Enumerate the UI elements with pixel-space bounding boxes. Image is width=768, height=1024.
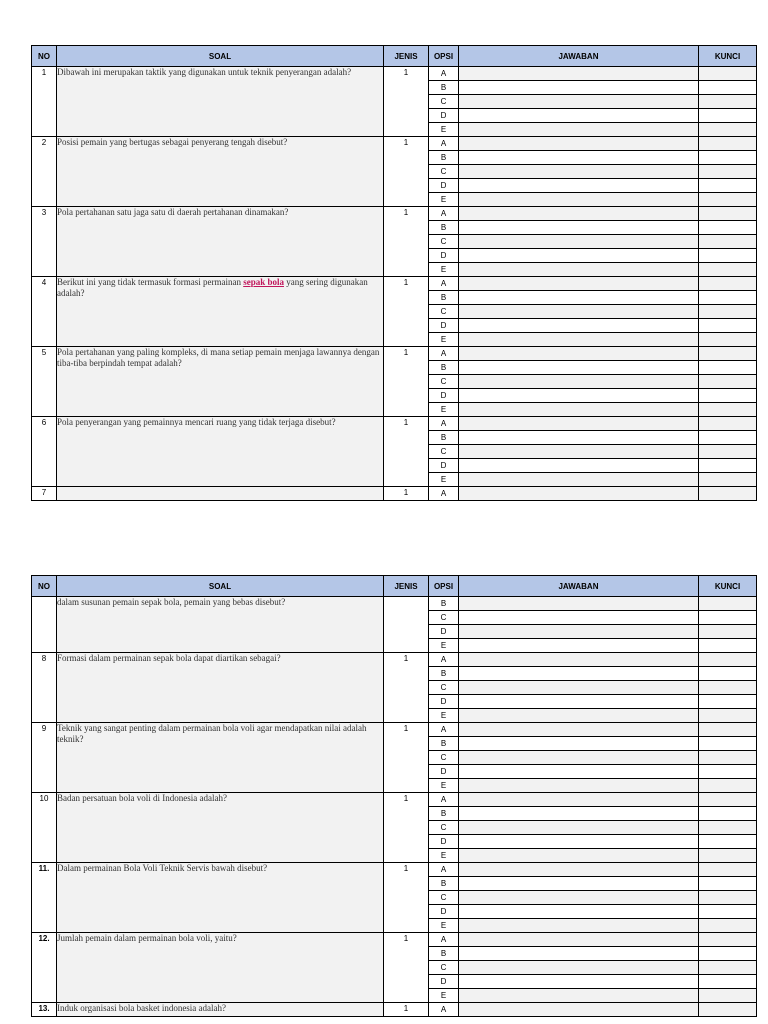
header-jenis: JENIS <box>384 46 429 67</box>
answer-cell[interactable] <box>459 445 699 459</box>
answer-cell[interactable] <box>459 361 699 375</box>
option-row <box>32 793 757 807</box>
answer-cell[interactable] <box>459 249 699 263</box>
question-text-part: Posisi pemain yang bertugas sebagai penyerang tengah disebut? <box>57 137 288 147</box>
key-cell[interactable] <box>699 361 757 375</box>
key-cell[interactable] <box>699 459 757 473</box>
key-cell[interactable] <box>699 277 757 291</box>
option-row <box>32 207 757 221</box>
option-letter: C <box>429 891 459 905</box>
option-letter: E <box>429 849 459 863</box>
table-header-row <box>32 576 757 597</box>
key-cell[interactable] <box>699 263 757 277</box>
question-text-part: Formasi dalam permainan sepak bola dapat diartikan sebagai? <box>57 653 281 663</box>
option-letter: E <box>429 779 459 793</box>
answer-cell[interactable] <box>459 681 699 695</box>
question-table-page-1 <box>31 45 741 501</box>
answer-cell[interactable] <box>459 95 699 109</box>
key-cell[interactable] <box>699 319 757 333</box>
question-rows <box>32 597 757 1017</box>
answer-cell[interactable] <box>459 1003 699 1017</box>
option-letter: D <box>429 695 459 709</box>
answer-cell[interactable] <box>459 417 699 431</box>
key-cell[interactable] <box>699 81 757 95</box>
question-number <box>32 597 57 653</box>
option-letter: D <box>429 459 459 473</box>
answer-cell[interactable] <box>459 165 699 179</box>
question-type: 1 <box>384 933 429 1003</box>
question-type: 1 <box>384 1003 429 1017</box>
answer-cell[interactable] <box>459 723 699 737</box>
question-type: 1 <box>384 863 429 933</box>
answer-cell[interactable] <box>459 221 699 235</box>
answer-cell[interactable] <box>459 333 699 347</box>
key-cell[interactable] <box>699 137 757 151</box>
answer-cell[interactable] <box>459 137 699 151</box>
option-letter: C <box>429 611 459 625</box>
option-letter: D <box>429 179 459 193</box>
answer-cell[interactable] <box>459 765 699 779</box>
header-no: NO <box>32 576 57 597</box>
option-row <box>32 1003 757 1017</box>
key-cell[interactable] <box>699 975 757 989</box>
answer-cell[interactable] <box>459 193 699 207</box>
question-number: 7 <box>32 487 57 501</box>
answer-cell[interactable] <box>459 319 699 333</box>
key-cell[interactable] <box>699 403 757 417</box>
option-letter: C <box>429 95 459 109</box>
option-letter: E <box>429 123 459 137</box>
answer-cell[interactable] <box>459 639 699 653</box>
key-cell[interactable] <box>699 95 757 109</box>
answer-cell[interactable] <box>459 305 699 319</box>
answer-cell[interactable] <box>459 989 699 1003</box>
answer-cell[interactable] <box>459 667 699 681</box>
question-text-part: yang sering digunakan adalah? <box>57 277 368 298</box>
answer-cell[interactable] <box>459 961 699 975</box>
question-text <box>57 277 384 347</box>
answer-cell[interactable] <box>459 933 699 947</box>
header-soal: SOAL <box>57 576 384 597</box>
key-cell[interactable] <box>699 625 757 639</box>
option-letter: E <box>429 639 459 653</box>
question-type: 1 <box>384 487 429 501</box>
key-cell[interactable] <box>699 235 757 249</box>
option-letter: D <box>429 835 459 849</box>
option-row <box>32 597 757 611</box>
answer-cell[interactable] <box>459 597 699 611</box>
key-cell[interactable] <box>699 611 757 625</box>
option-letter: E <box>429 403 459 417</box>
key-cell[interactable] <box>699 653 757 667</box>
key-cell[interactable] <box>699 667 757 681</box>
key-cell[interactable] <box>699 681 757 695</box>
key-cell[interactable] <box>699 891 757 905</box>
key-cell[interactable] <box>699 989 757 1003</box>
question-number: 3 <box>32 207 57 277</box>
question-text <box>57 487 384 501</box>
option-letter: C <box>429 165 459 179</box>
answer-cell[interactable] <box>459 263 699 277</box>
highlighted-text: sepak bola <box>243 277 284 287</box>
option-row <box>32 487 757 501</box>
key-cell[interactable] <box>699 919 757 933</box>
option-row <box>32 277 757 291</box>
answer-cell[interactable] <box>459 473 699 487</box>
answer-cell[interactable] <box>459 235 699 249</box>
answer-cell[interactable] <box>459 947 699 961</box>
question-text <box>57 723 384 793</box>
key-cell[interactable] <box>699 333 757 347</box>
option-row <box>32 347 757 361</box>
question-text-part: Teknik yang sangat penting dalam permainan bola voli agar mendapatkan nilai adalah teknik? <box>57 723 367 744</box>
question-text <box>57 137 384 207</box>
answer-cell[interactable] <box>459 835 699 849</box>
header-jenis: JENIS <box>384 576 429 597</box>
question-type: 1 <box>384 653 429 723</box>
question-text-part: Jumlah pemain dalam permainan bola voli, yaitu? <box>57 933 237 943</box>
option-row <box>32 417 757 431</box>
answer-cell[interactable] <box>459 625 699 639</box>
option-letter: C <box>429 681 459 695</box>
key-cell[interactable] <box>699 905 757 919</box>
option-letter: E <box>429 263 459 277</box>
question-number: 2 <box>32 137 57 207</box>
key-cell[interactable] <box>699 793 757 807</box>
option-letter: A <box>429 793 459 807</box>
option-letter: D <box>429 109 459 123</box>
option-letter: D <box>429 249 459 263</box>
key-cell[interactable] <box>699 751 757 765</box>
key-cell[interactable] <box>699 821 757 835</box>
option-letter: C <box>429 235 459 249</box>
answer-cell[interactable] <box>459 67 699 81</box>
option-row <box>32 653 757 667</box>
question-text <box>57 417 384 487</box>
answer-cell[interactable] <box>459 375 699 389</box>
option-letter: B <box>429 597 459 611</box>
answer-cell[interactable] <box>459 151 699 165</box>
answer-cell[interactable] <box>459 905 699 919</box>
answer-cell[interactable] <box>459 431 699 445</box>
option-letter: C <box>429 961 459 975</box>
answer-cell[interactable] <box>459 123 699 137</box>
header-jawaban: JAWABAN <box>459 576 699 597</box>
option-letter: E <box>429 473 459 487</box>
question-text-part: Badan persatuan bola voli di Indonesia adalah? <box>57 793 227 803</box>
answer-cell[interactable] <box>459 81 699 95</box>
option-letter: B <box>429 431 459 445</box>
key-cell[interactable] <box>699 639 757 653</box>
key-cell[interactable] <box>699 291 757 305</box>
question-table-page-2 <box>31 575 741 1017</box>
question-number: 5 <box>32 347 57 417</box>
key-cell[interactable] <box>699 109 757 123</box>
key-cell[interactable] <box>699 67 757 81</box>
answer-cell[interactable] <box>459 793 699 807</box>
question-type: 1 <box>384 67 429 137</box>
question-type: 1 <box>384 347 429 417</box>
key-cell[interactable] <box>699 933 757 947</box>
option-letter: D <box>429 975 459 989</box>
answer-cell[interactable] <box>459 695 699 709</box>
answer-cell[interactable] <box>459 653 699 667</box>
key-cell[interactable] <box>699 779 757 793</box>
question-text <box>57 207 384 277</box>
answer-cell[interactable] <box>459 709 699 723</box>
key-cell[interactable] <box>699 417 757 431</box>
option-letter: C <box>429 305 459 319</box>
key-cell[interactable] <box>699 1003 757 1017</box>
answer-cell[interactable] <box>459 179 699 193</box>
answer-cell[interactable] <box>459 877 699 891</box>
question-type: 1 <box>384 137 429 207</box>
key-cell[interactable] <box>699 179 757 193</box>
answer-cell[interactable] <box>459 779 699 793</box>
option-letter: B <box>429 737 459 751</box>
option-row <box>32 67 757 81</box>
key-cell[interactable] <box>699 597 757 611</box>
answer-cell[interactable] <box>459 207 699 221</box>
header-kunci: KUNCI <box>699 46 757 67</box>
question-type: 1 <box>384 793 429 863</box>
option-letter: C <box>429 445 459 459</box>
option-letter: A <box>429 723 459 737</box>
key-cell[interactable] <box>699 207 757 221</box>
answer-cell[interactable] <box>459 403 699 417</box>
option-row <box>32 723 757 737</box>
key-cell[interactable] <box>699 431 757 445</box>
answer-cell[interactable] <box>459 277 699 291</box>
option-letter: D <box>429 905 459 919</box>
key-cell[interactable] <box>699 807 757 821</box>
key-cell[interactable] <box>699 165 757 179</box>
question-text-part: Pola pertahanan satu jaga satu di daerah pertahanan dinamakan? <box>57 207 289 217</box>
question-number: 13. <box>32 1003 57 1017</box>
question-text <box>57 1003 384 1017</box>
key-cell[interactable] <box>699 445 757 459</box>
question-number: 11. <box>32 863 57 933</box>
option-letter: E <box>429 333 459 347</box>
answer-cell[interactable] <box>459 891 699 905</box>
question-type <box>384 597 429 653</box>
key-cell[interactable] <box>699 389 757 403</box>
header-no: NO <box>32 46 57 67</box>
option-letter: B <box>429 947 459 961</box>
answer-cell[interactable] <box>459 975 699 989</box>
key-cell[interactable] <box>699 305 757 319</box>
answer-cell[interactable] <box>459 807 699 821</box>
key-cell[interactable] <box>699 835 757 849</box>
option-letter: A <box>429 137 459 151</box>
option-letter: B <box>429 807 459 821</box>
question-text <box>57 347 384 417</box>
key-cell[interactable] <box>699 695 757 709</box>
key-cell[interactable] <box>699 123 757 137</box>
header-opsi: OPSI <box>429 576 459 597</box>
option-letter: A <box>429 417 459 431</box>
header-kunci: KUNCI <box>699 576 757 597</box>
option-row <box>32 933 757 947</box>
question-number: 4 <box>32 277 57 347</box>
option-letter: A <box>429 863 459 877</box>
question-text-part: Pola penyerangan yang pemainnya mencari ruang yang tidak terjaga disebut? <box>57 417 336 427</box>
key-cell[interactable] <box>699 765 757 779</box>
option-letter: C <box>429 375 459 389</box>
question-number: 6 <box>32 417 57 487</box>
question-text-part: Induk organisasi bola basket indonesia adalah? <box>57 1003 227 1013</box>
answer-cell[interactable] <box>459 291 699 305</box>
option-letter: D <box>429 765 459 779</box>
option-letter: A <box>429 487 459 501</box>
question-number: 1 <box>32 67 57 137</box>
table-header-row <box>32 46 757 67</box>
question-text-part: Dibawah ini merupakan taktik yang digunakan untuk teknik penyerangan adalah? <box>57 67 352 77</box>
header-opsi: OPSI <box>429 46 459 67</box>
key-cell[interactable] <box>699 723 757 737</box>
answer-cell[interactable] <box>459 821 699 835</box>
key-cell[interactable] <box>699 737 757 751</box>
question-type: 1 <box>384 207 429 277</box>
option-letter: D <box>429 625 459 639</box>
answer-cell[interactable] <box>459 459 699 473</box>
option-letter: A <box>429 207 459 221</box>
question-number: 10 <box>32 793 57 863</box>
option-letter: B <box>429 81 459 95</box>
key-cell[interactable] <box>699 375 757 389</box>
key-cell[interactable] <box>699 221 757 235</box>
option-letter: B <box>429 291 459 305</box>
answer-cell[interactable] <box>459 347 699 361</box>
key-cell[interactable] <box>699 347 757 361</box>
question-number: 8 <box>32 653 57 723</box>
header-soal: SOAL <box>57 46 384 67</box>
key-cell[interactable] <box>699 473 757 487</box>
option-letter: A <box>429 67 459 81</box>
question-text-part: dalam susunan pemain sepak bola, pemain yang bebas disebut? <box>57 597 286 607</box>
answer-cell[interactable] <box>459 737 699 751</box>
option-letter: A <box>429 277 459 291</box>
question-text <box>57 597 384 653</box>
question-text-part: Dalam permainan Bola Voli Teknik Servis bawah disebut? <box>57 863 268 873</box>
header-jawaban: JAWABAN <box>459 46 699 67</box>
answer-cell[interactable] <box>459 611 699 625</box>
key-cell[interactable] <box>699 863 757 877</box>
key-cell[interactable] <box>699 249 757 263</box>
key-cell[interactable] <box>699 961 757 975</box>
option-letter: E <box>429 919 459 933</box>
question-text <box>57 793 384 863</box>
option-letter: B <box>429 361 459 375</box>
option-letter: C <box>429 751 459 765</box>
key-cell[interactable] <box>699 487 757 501</box>
question-type: 1 <box>384 417 429 487</box>
answer-cell[interactable] <box>459 919 699 933</box>
question-text-part: Berikut ini yang tidak termasuk formasi permainan <box>57 277 244 287</box>
question-number: 12. <box>32 933 57 1003</box>
question-text-part: Pola pertahanan yang paling kompleks, di mana setiap pemain menjaga lawannya dengan tiba-tiba berpindah tempat adalah? <box>57 347 380 368</box>
option-letter: D <box>429 389 459 403</box>
answer-cell[interactable] <box>459 863 699 877</box>
question-type: 1 <box>384 277 429 347</box>
option-letter: A <box>429 933 459 947</box>
key-cell[interactable] <box>699 849 757 863</box>
answer-cell[interactable] <box>459 389 699 403</box>
answer-cell[interactable] <box>459 751 699 765</box>
option-letter: E <box>429 989 459 1003</box>
option-letter: B <box>429 877 459 891</box>
question-type: 1 <box>384 723 429 793</box>
answer-cell[interactable] <box>459 849 699 863</box>
option-row <box>32 863 757 877</box>
option-letter: A <box>429 1003 459 1017</box>
question-number: 9 <box>32 723 57 793</box>
question-text <box>57 67 384 137</box>
answer-cell[interactable] <box>459 109 699 123</box>
answer-cell[interactable] <box>459 487 699 501</box>
key-cell[interactable] <box>699 151 757 165</box>
key-cell[interactable] <box>699 709 757 723</box>
key-cell[interactable] <box>699 193 757 207</box>
option-letter: A <box>429 347 459 361</box>
question-text <box>57 653 384 723</box>
option-letter: B <box>429 151 459 165</box>
question-rows <box>32 67 757 501</box>
option-letter: E <box>429 193 459 207</box>
key-cell[interactable] <box>699 947 757 961</box>
option-letter: B <box>429 221 459 235</box>
option-row <box>32 137 757 151</box>
option-letter: B <box>429 667 459 681</box>
option-letter: E <box>429 709 459 723</box>
question-text <box>57 863 384 933</box>
question-text <box>57 933 384 1003</box>
option-letter: C <box>429 821 459 835</box>
option-letter: A <box>429 653 459 667</box>
key-cell[interactable] <box>699 877 757 891</box>
option-letter: D <box>429 319 459 333</box>
